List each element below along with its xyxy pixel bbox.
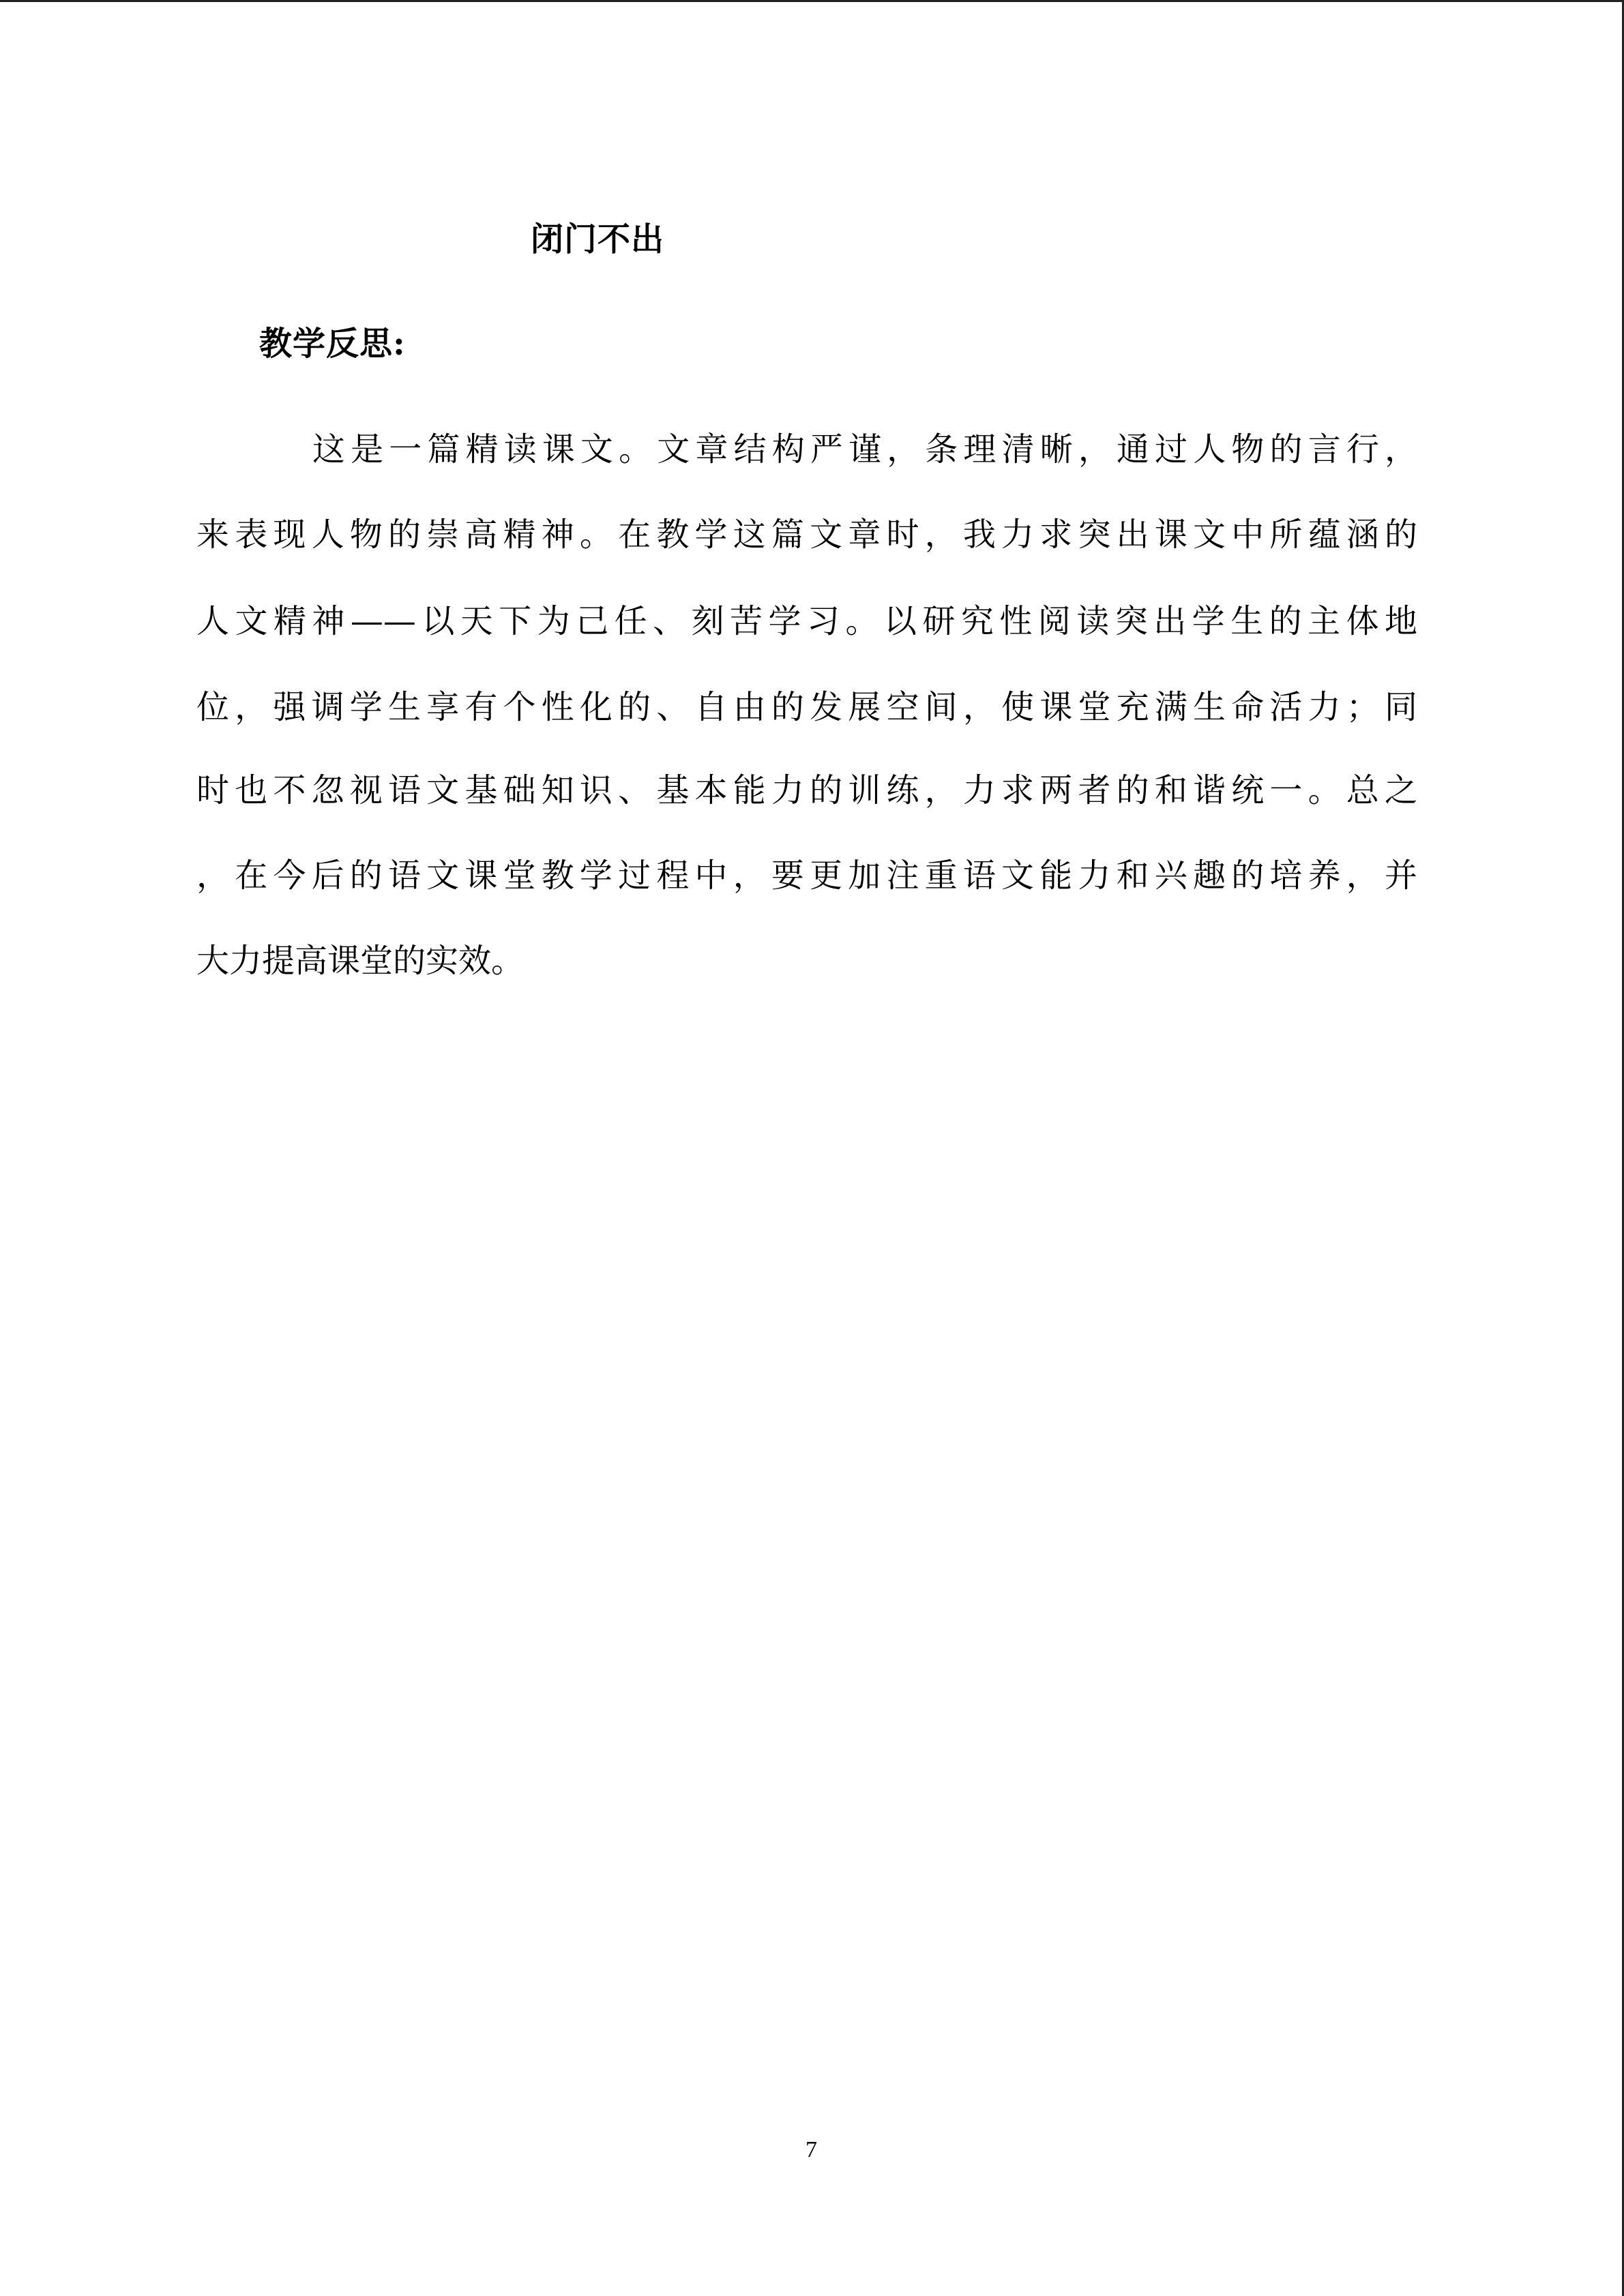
- page-number: 7: [806, 2137, 817, 2162]
- paragraph-line: 位，强调学生享有个性化的、自由的发展空间，使课堂充满生命活力；同: [196, 688, 1417, 726]
- paragraph-line: 人文精神——以天下为己任、刻苦学习。以研究性阅读突出学生的主体地: [196, 602, 1417, 640]
- paragraph-line: 大力提高课堂的实效。: [196, 942, 525, 980]
- paragraph-line: 这是一篇精读课文。文章结构严谨，条理清晰，通过人物的言行，: [312, 430, 1417, 468]
- paragraph-line: 来表现人物的崇高精神。在教学这篇文章时，我力求突出课文中所蕴涵的: [196, 516, 1417, 554]
- paragraph-line: ，在今后的语文课堂教学过程中，要更加注重语文能力和兴趣的培养，并: [196, 856, 1417, 895]
- paragraph-line: 时也不忽视语文基础知识、基本能力的训练，力求两者的和谐统一。总之: [196, 771, 1417, 809]
- section-heading: 教学反思:: [259, 325, 406, 363]
- page-title: 闭门不出: [531, 220, 665, 258]
